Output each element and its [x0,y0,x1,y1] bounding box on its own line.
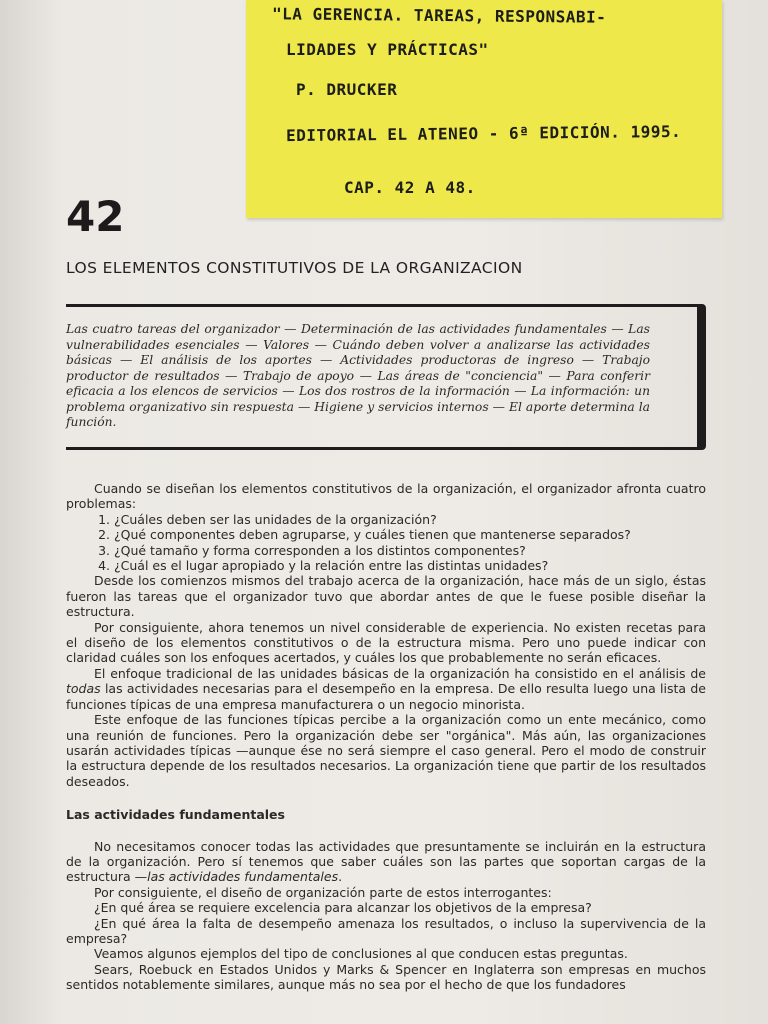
sticky-note [246,0,722,218]
text-run: No necesitamos conocer todas las actividades que presuntamente se incluirán en la estructura de la organización. Pero sí tenemos que saber cuáles son las partes que soportan cargas de la estructura — [66,838,706,885]
chapter-number: 42 [66,192,125,241]
paragraph: Este enfoque de las funciones típicas percibe a la organización como un ente mecánico, como una reunión de funciones. Pero la organización debe ser "orgánica". Más aún, las organizaciones usarán actividades típicas —aunque ése no será siempre el caso general. Pero el modo de construir la estructura depende de los resultados necesarios. La organización tiene que partir de los resultados deseados. [66,712,706,789]
paragraph [66,666,706,712]
section-heading: Las actividades fundamentales [66,807,285,823]
paragraph: ¿En qué área se requiere excelencia para alcanzar los objetivos de la empresa? [94,900,592,916]
sticky-line-3: P. DRUCKER [296,80,398,99]
text-run: las actividades necesarias para el desempeño en la empresa. De ello resulta luego una lista de funciones típicas de una empresa manufacturera o un negocio minorista. [66,681,706,712]
list-item: 3. ¿Qué tamaño y forma corresponden a los distintos componentes? [114,543,706,558]
chapter-title: LOS ELEMENTOS CONSTITUTIVOS DE LA ORGANIZACION [66,259,523,277]
text-run: . [338,869,343,885]
intro-paragraph: Cuando se diseñan los elementos constitutivos de la organización, el organizador afronta cuatro problemas: [66,481,706,512]
paragraph: Por consiguiente, el diseño de organización parte de estos interrogantes: [94,884,552,900]
list-item: 1. ¿Cuáles deben ser las unidades de la organización? [114,512,706,527]
text-run: El enfoque tradicional de las unidades básicas de la organización ha consistido en el análisis de [94,665,706,681]
list-item: 4. ¿Cuál es el lugar apropiado y la relación entre las distintas unidades? [114,558,706,573]
sticky-line-5: CAP. 42 A 48. [344,178,476,197]
paragraph: Desde los comienzos mismos del trabajo acerca de la organización, hace más de un siglo, éstas fueron las tareas que el organizador tuvo que abordar antes de que le fuese posible diseñar la estructura. [66,573,706,620]
paragraph: Veamos algunos ejemplos del tipo de conclusiones al que conducen estas preguntas. [94,946,628,962]
sticky-line-1: "LA GERENCIA. TAREAS, RESPONSABI- [271,4,607,27]
sticky-line-2: LIDADES Y PRÁCTICAS" [286,40,489,59]
paragraph: Sears, Roebuck en Estados Unidos y Marks & Spencer en Inglaterra son empresas en muchos sentidos notablemente similares, aunque más no sea por el hecho de que los fundadores [66,961,706,993]
chapter-summary: Las cuatro tareas del organizador — Determinación de las actividades fundamentales — Las vulnerabilidades esenciales — Valores — Cuándo deben volver a analizarse las actividades básicas — El análisis de los aportes — Actividades productoras de ingreso — Trabajo productor de resultados — Trabajo de apoyo — Las áreas de "conciencia" — Para conferir eficacia a los elencos de servicios — Los dos rostros de la información — La información: un problema organizativo sin respuesta — Higiene y servicios internos — El aporte determina la función. [66,322,650,429]
emphasis: todas [66,681,101,697]
paragraph: Por consiguiente, ahora tenemos un nivel considerable de experiencia. No existen recetas para el diseño de los elementos constitutivos o de la estructura misma. Pero uno puede indicar con claridad cuáles son los enfoques acertados, y cuáles los que probablemente no serán eficaces. [66,619,706,666]
question-list [66,512,706,574]
paragraph [66,839,706,885]
body-text [66,481,706,993]
sticky-line-4: EDITORIAL EL ATENEO - 6ª EDICIÓN. 1995. [285,121,682,146]
paragraph: ¿En qué área la falta de desempeño amenaza los resultados, o incluso la supervivencia de la empresa? [66,915,706,946]
emphasis: las actividades fundamentales [147,869,339,885]
list-item: 2. ¿Qué componentes deben agruparse, y cuáles tienen que mantenerse separados? [114,527,706,542]
